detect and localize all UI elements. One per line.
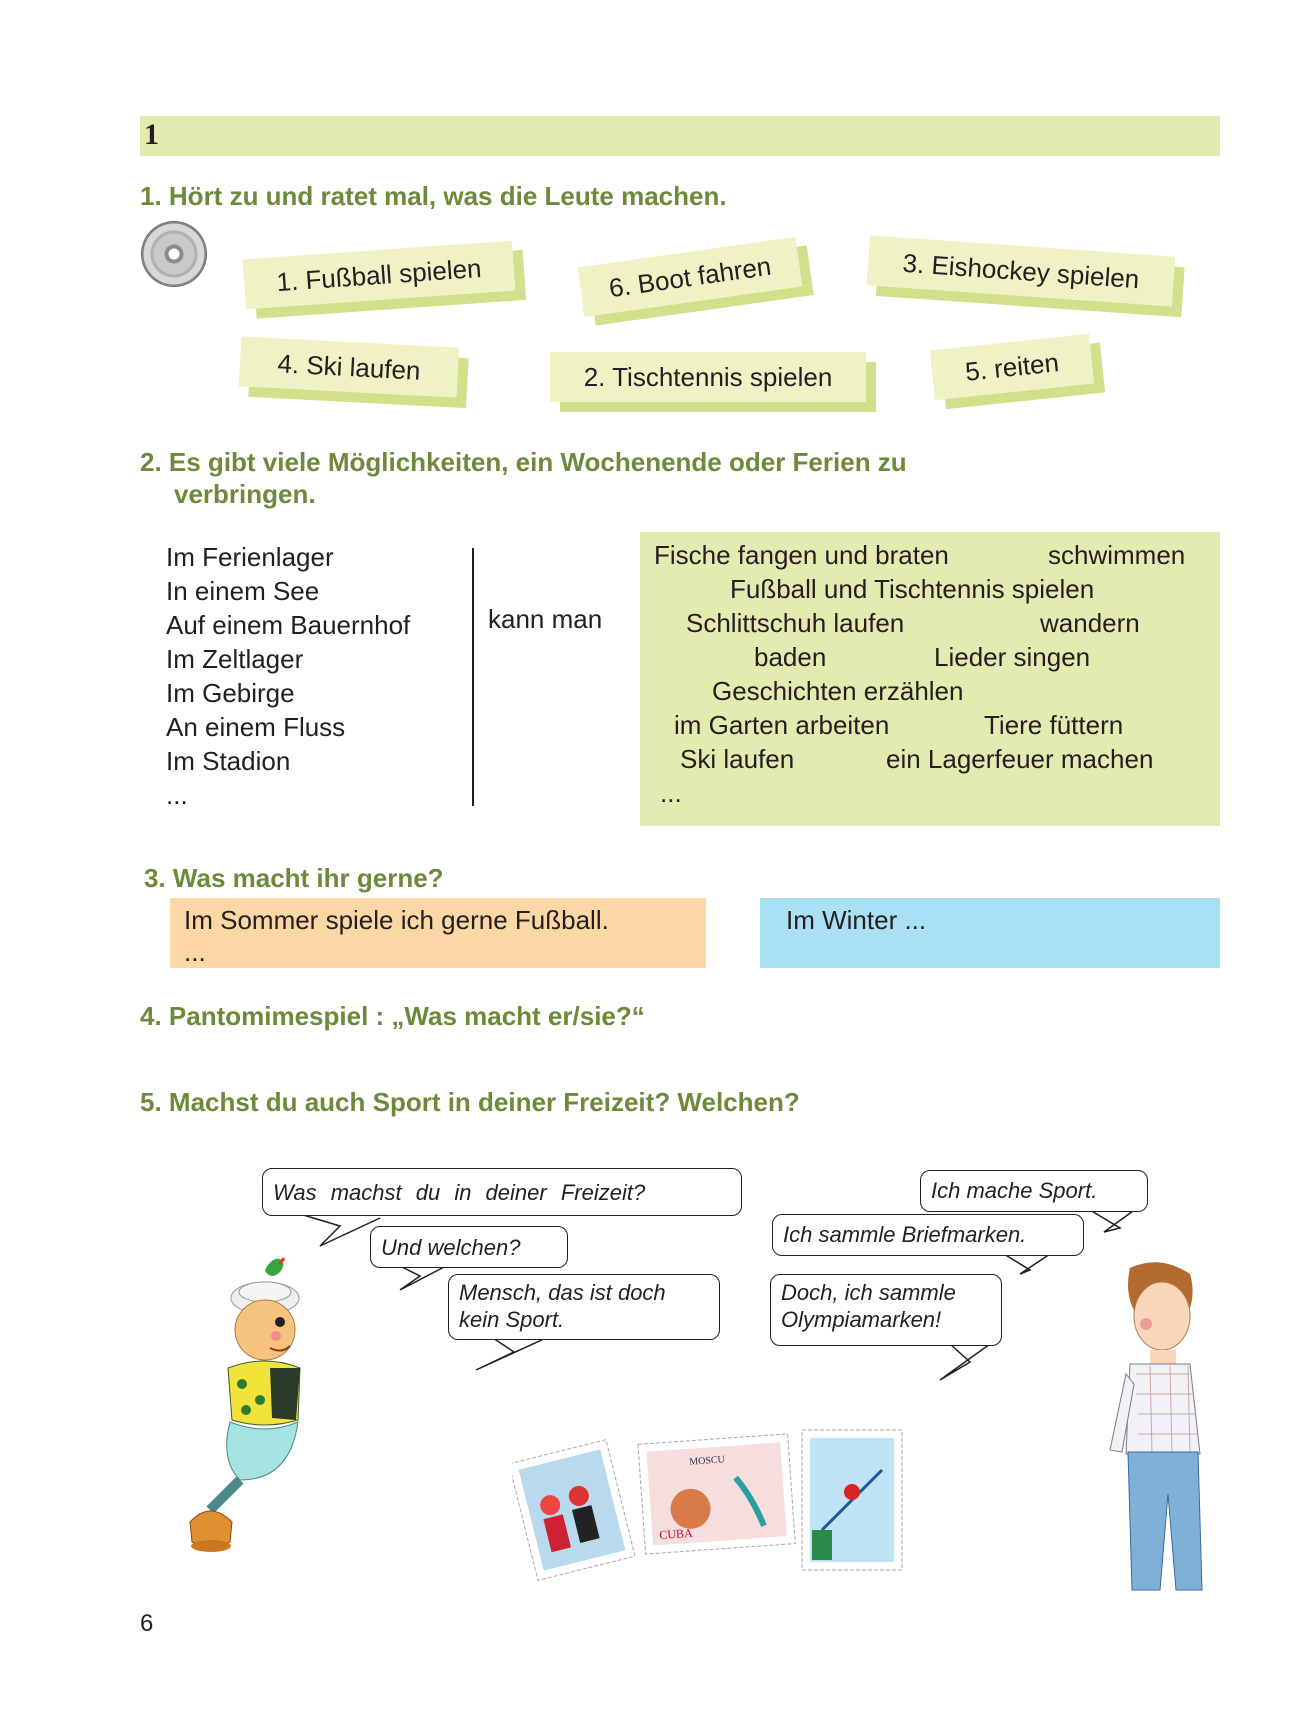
summer-text: Im Sommer spiele ich gerne Fußball. <box>184 905 609 935</box>
activity: ein Lagerfeuer machen <box>886 744 1154 774</box>
task1-heading: 1. Hört zu und ratet mal, was die Leute machen. <box>140 181 727 211</box>
bubble-line: kein Sport. <box>459 1307 565 1332</box>
card-label: 5. reiten <box>930 334 1094 400</box>
bubble-i-do-sport: Ich mache Sport. <box>920 1170 1148 1212</box>
place-item: Auf einem Bauernhof <box>166 610 411 640</box>
place-item: ... <box>166 780 188 810</box>
activity: ... <box>660 778 682 808</box>
unit-number: 1 <box>144 118 159 151</box>
card-label: 1. Fußball spielen <box>243 241 516 310</box>
activity: Tiere füttern <box>984 710 1124 740</box>
card-label: 4. Ski laufen <box>239 336 459 397</box>
connector-text: kann man <box>488 604 603 634</box>
bubble-line: Mensch, das ist doch <box>459 1280 666 1305</box>
card-label: 2. Tischtennis spielen <box>550 352 866 402</box>
bubble-not-sport <box>448 1274 720 1340</box>
bubble-stamps: Ich sammle Briefmarken. <box>772 1214 1084 1256</box>
card-label: 6. Boot fahren <box>578 237 803 317</box>
summer-text-cont: ... <box>184 937 206 967</box>
place-item: Im Gebirge <box>166 678 295 708</box>
task5-heading: 5. Machst du auch Sport in deiner Freizeit? Welchen? <box>140 1087 800 1117</box>
activity: Lieder singen <box>934 642 1091 672</box>
place-item: Im Ferienlager <box>166 542 334 572</box>
task4-heading: 4. Pantomimespiel : „Was macht er/sie?“ <box>140 1001 645 1031</box>
activity: wandern <box>1040 608 1140 638</box>
activity: Ski laufen <box>680 744 795 774</box>
bubble-freetime-question: Was machst du in deiner Freizeit? <box>262 1168 742 1216</box>
bubble-which-question: Und welchen? <box>370 1226 568 1268</box>
task2-heading-cont: verbringen. <box>174 479 316 509</box>
place-item: In einem See <box>166 576 320 606</box>
boy-illustration <box>1080 1254 1220 1600</box>
activity: baden <box>754 642 827 672</box>
stamp-text: CUBA <box>658 1525 694 1543</box>
place-item: An einem Fluss <box>166 712 346 742</box>
page-number: 6 <box>140 1610 154 1637</box>
activity: Geschichten erzählen <box>712 676 964 706</box>
bubble-line: Doch, ich sammle <box>781 1280 956 1305</box>
bubble-line: Olympiamarken! <box>781 1307 942 1332</box>
card-label: 3. Eishockey spielen <box>867 235 1176 306</box>
activity: im Garten arbeiten <box>674 710 890 740</box>
stamp-text: MOSCU <box>688 1454 726 1468</box>
stamps-illustration <box>512 1420 912 1590</box>
bubble-olympic-stamps <box>770 1274 1002 1346</box>
activity: Fische fangen und braten <box>654 540 949 570</box>
activity: Fußball und Tischtennis spielen <box>730 574 1095 604</box>
activity: schwimmen <box>1048 540 1186 570</box>
genie-illustration <box>180 1250 330 1570</box>
winter-text: Im Winter ... <box>786 905 927 935</box>
task2-heading: 2. Es gibt viele Möglichkeiten, ein Wochenende oder Ferien zu <box>140 447 907 477</box>
place-item: Im Zeltlager <box>166 644 304 674</box>
place-item: Im Stadion <box>166 746 291 776</box>
task3-heading: 3. Was macht ihr gerne? <box>144 863 444 893</box>
activity: Schlittschuh laufen <box>686 608 905 638</box>
